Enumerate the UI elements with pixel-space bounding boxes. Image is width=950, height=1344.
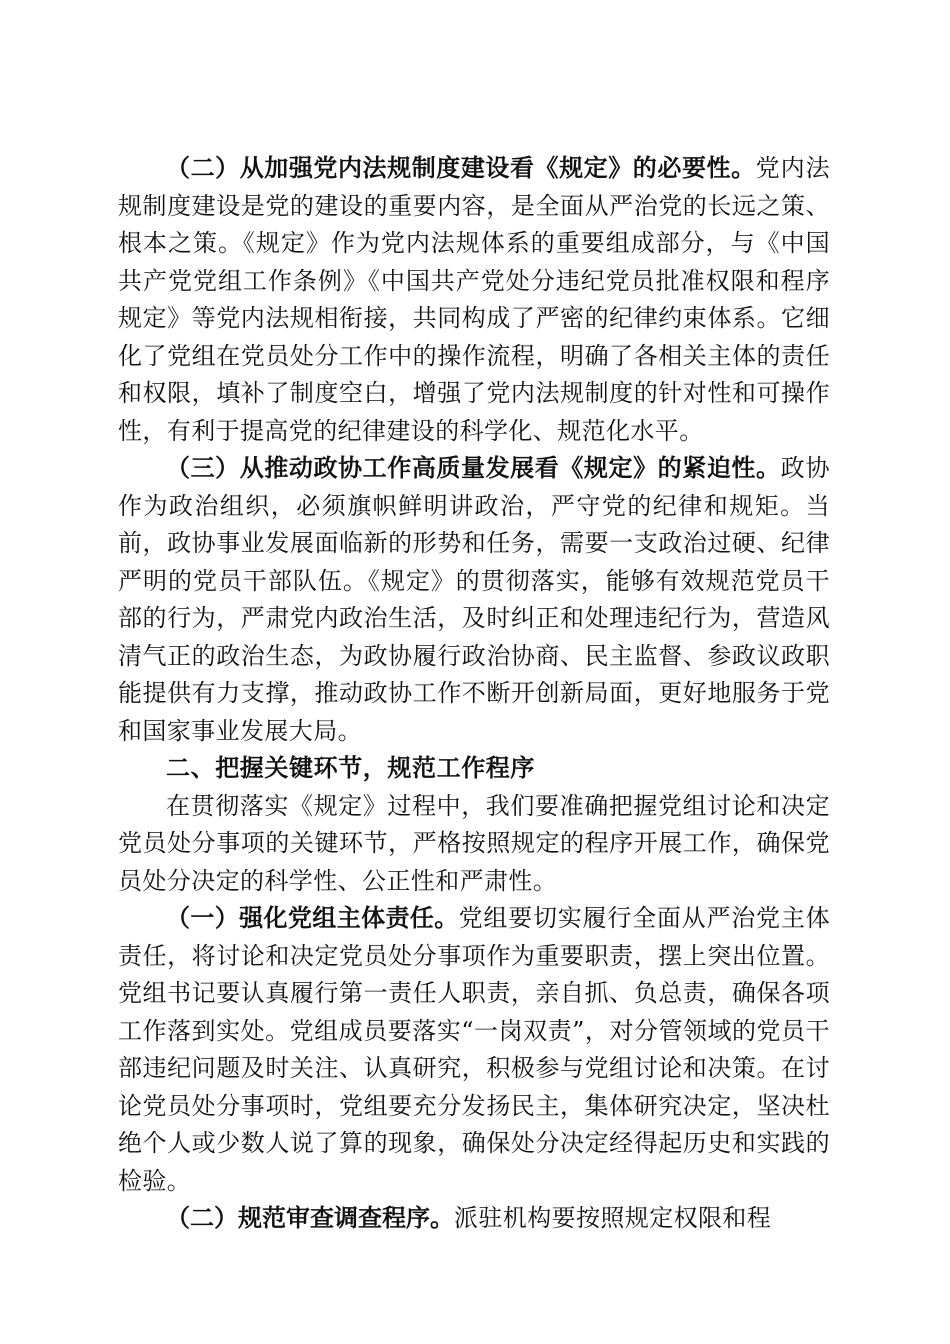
paragraph-body: 派驻机构要按照规定权限和程 [454, 1204, 772, 1232]
paragraph-lead: （二）从加强党内法规制度建设看《规定》的必要性。 [166, 154, 756, 182]
section-intro: 在贯彻落实《规定》过程中，我们要准确把握党组讨论和决定党员处分事项的关键环节，严格按照规定的程序开展工作，确保党员处分决定的科学性、公正性和严肃性。 [118, 791, 830, 895]
paragraph-responsibility [118, 900, 830, 1200]
paragraph-lead: （三）从推动政协工作高质量发展看《规定》的紧迫性。 [166, 454, 781, 482]
paragraph-body: 政协作为政治组织，必须旗帜鲜明讲政治，严守党的纪律和规矩。当前，政协事业发展面临新的形势和任务，需要一支政治过硬、纪律严明的党员干部队伍。《规定》的贯彻落实，能够有效规范党员干部的行为，严肃党内政治生活，及时纠正和处理违纪行为，营造风清气正的政治生态，为政协履行政治协商、民主监督、参政议政职能提供有力支撑，推动政协工作不断开创新局面，更好地服务于党和国家事业发展大局。 [118, 454, 830, 745]
paragraph-lead: （二）规范审查调查程序。 [166, 1204, 454, 1232]
paragraph-body: 党内法规制度建设是党的建设的重要内容，是全面从严治党的长远之策、根本之策。《规定》作为党内法规体系的重要组成部分，与《中国共产党党组工作条例》《中国共产党处分违纪党员批准权限和程序规定》等党内法规相衔接，共同构成了严密的纪律约束体系。它细化了党组在党员处分工作中的操作流程，明确了各相关主体的责任和权限，填补了制度空白，增强了党内法规制度的针对性和可操作性，有利于提高党的纪律建设的科学化、规范化水平。 [118, 154, 831, 445]
section-heading: 二、把握关键环节，规范工作程序 [166, 754, 535, 782]
paragraph-necessity [118, 150, 830, 450]
paragraph-procedure [118, 1200, 830, 1238]
paragraph-body: 党组要切实履行全面从严治党主体责任，将讨论和决定党员处分事项作为重要职责，摆上突出位置。党组书记要认真履行第一责任人职责，亲自抓、负总责，确保各项工作落到实处。党组成员要落实“一岗双责”，对分管领域的党员干部违纪问题及时关注、认真研究，积极参与党组讨论和决策。在讨论党员处分事项时，党组要充分发扬民主，集体研究决定，坚决杜绝个人或少数人说了算的现象，确保处分决定经得起历史和实践的检验。 [118, 904, 831, 1195]
document-page [118, 150, 830, 1238]
paragraph-lead: （一）强化党组主体责任。 [166, 904, 459, 932]
paragraph-urgency [118, 450, 830, 750]
